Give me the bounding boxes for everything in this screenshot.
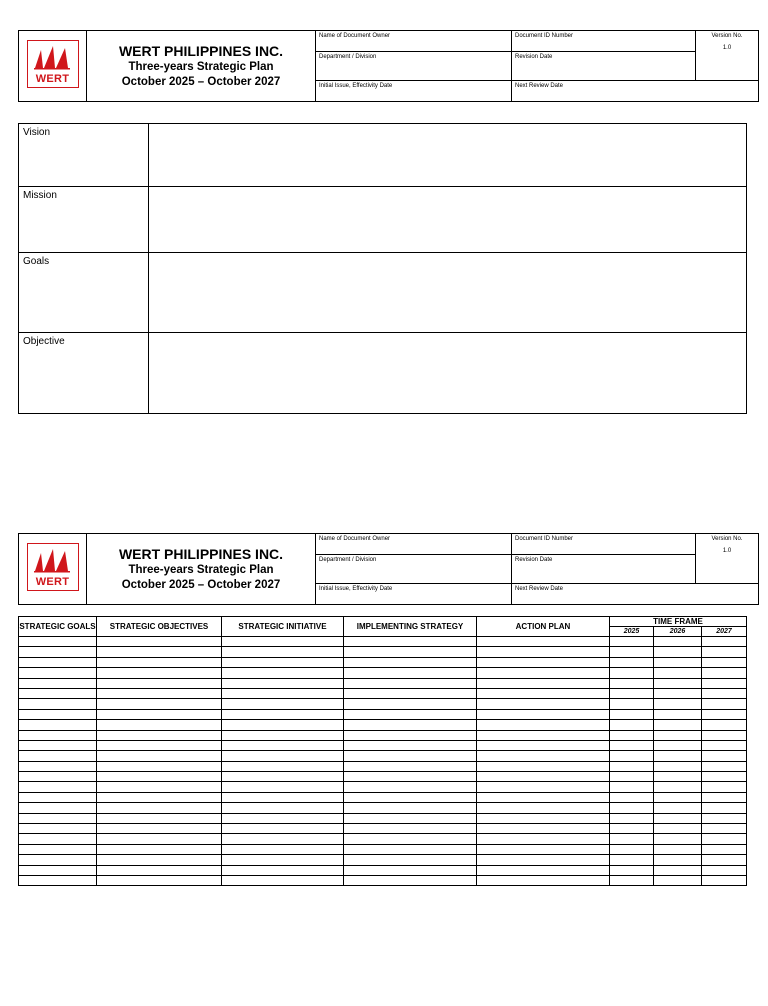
table-cell[interactable] xyxy=(344,668,477,678)
table-cell[interactable] xyxy=(477,730,610,740)
table-row xyxy=(19,740,747,750)
table-row xyxy=(19,772,747,782)
table-row xyxy=(19,824,747,834)
table-cell[interactable] xyxy=(222,751,344,761)
table-row xyxy=(19,720,747,730)
table-cell[interactable] xyxy=(222,730,344,740)
version-field[interactable] xyxy=(696,31,759,81)
table-cell[interactable] xyxy=(610,688,654,698)
table-cell[interactable] xyxy=(654,824,702,834)
title-cell xyxy=(87,31,316,102)
table-row xyxy=(19,647,747,657)
table-cell[interactable] xyxy=(702,740,747,750)
table-cell[interactable] xyxy=(19,637,97,647)
version-field[interactable] xyxy=(696,534,759,584)
table-cell[interactable] xyxy=(654,647,702,657)
table-cell[interactable] xyxy=(477,865,610,875)
table-cell[interactable] xyxy=(344,709,477,719)
vision-label: Vision xyxy=(19,124,149,187)
owner-field[interactable]: Name of Document Owner xyxy=(316,31,512,52)
col-year-2025: 2025 xyxy=(610,627,654,637)
table-cell[interactable] xyxy=(610,751,654,761)
table-cell[interactable] xyxy=(610,824,654,834)
table-cell[interactable] xyxy=(654,678,702,688)
table-cell[interactable] xyxy=(344,740,477,750)
document-header xyxy=(18,30,759,102)
table-cell[interactable] xyxy=(19,730,97,740)
table-cell[interactable] xyxy=(222,803,344,813)
table-cell[interactable] xyxy=(344,647,477,657)
department-field[interactable]: Department / Division xyxy=(316,51,512,80)
table-cell[interactable] xyxy=(702,824,747,834)
table-cell[interactable] xyxy=(19,803,97,813)
table-cell[interactable] xyxy=(97,688,222,698)
table-cell[interactable] xyxy=(19,844,97,854)
table-cell[interactable] xyxy=(97,782,222,792)
col-strategic-initiative: STRATEGIC INITIATIVE xyxy=(222,617,344,637)
table-cell[interactable] xyxy=(344,720,477,730)
table-cell[interactable] xyxy=(654,813,702,823)
table-cell[interactable] xyxy=(222,657,344,667)
table-cell[interactable] xyxy=(97,824,222,834)
table-cell[interactable] xyxy=(654,875,702,885)
table-cell[interactable] xyxy=(702,720,747,730)
table-cell[interactable] xyxy=(222,740,344,750)
table-cell[interactable] xyxy=(222,688,344,698)
table-cell[interactable] xyxy=(702,688,747,698)
version-label: Version No. xyxy=(711,33,743,39)
revision-date-field[interactable]: Revision Date xyxy=(512,51,696,80)
table-cell[interactable] xyxy=(702,875,747,885)
table-cell[interactable] xyxy=(344,792,477,802)
table-cell[interactable] xyxy=(222,834,344,844)
table-cell[interactable] xyxy=(702,709,747,719)
table-cell[interactable] xyxy=(654,657,702,667)
table-cell[interactable] xyxy=(222,709,344,719)
table-cell[interactable] xyxy=(477,740,610,750)
table-cell[interactable] xyxy=(654,709,702,719)
table-cell[interactable] xyxy=(97,709,222,719)
table-cell[interactable] xyxy=(610,865,654,875)
table-row xyxy=(19,844,747,854)
table-cell[interactable] xyxy=(610,699,654,709)
table-cell[interactable] xyxy=(19,792,97,802)
vision-value[interactable] xyxy=(149,124,747,187)
vmgo-table xyxy=(18,123,747,414)
table-cell[interactable] xyxy=(344,803,477,813)
table-cell[interactable] xyxy=(610,772,654,782)
table-cell[interactable] xyxy=(97,772,222,782)
table-cell[interactable] xyxy=(19,813,97,823)
table-cell[interactable] xyxy=(610,792,654,802)
table-cell[interactable] xyxy=(344,699,477,709)
table-cell[interactable] xyxy=(610,720,654,730)
table-cell[interactable] xyxy=(344,761,477,771)
table-cell[interactable] xyxy=(654,761,702,771)
plan-body xyxy=(19,637,747,886)
table-cell[interactable] xyxy=(19,709,97,719)
table-row xyxy=(19,751,747,761)
table-cell[interactable] xyxy=(477,637,610,647)
table-cell[interactable] xyxy=(19,720,97,730)
table-cell[interactable] xyxy=(477,761,610,771)
plan-subtitle: Three-years Strategic Plan xyxy=(128,564,274,576)
table-cell[interactable] xyxy=(477,772,610,782)
table-cell[interactable] xyxy=(97,751,222,761)
table-cell[interactable] xyxy=(97,657,222,667)
col-strategic-goals: STRATEGIC GOALS xyxy=(19,617,97,637)
goals-value[interactable] xyxy=(149,253,747,333)
table-cell[interactable] xyxy=(610,834,654,844)
table-cell[interactable] xyxy=(654,844,702,854)
table-cell[interactable] xyxy=(654,772,702,782)
table-cell[interactable] xyxy=(654,855,702,865)
table-row xyxy=(19,834,747,844)
table-cell[interactable] xyxy=(702,637,747,647)
table-cell[interactable] xyxy=(654,688,702,698)
mission-value[interactable] xyxy=(149,187,747,253)
table-cell[interactable] xyxy=(344,730,477,740)
table-cell[interactable] xyxy=(654,834,702,844)
table-cell[interactable] xyxy=(97,813,222,823)
table-cell[interactable] xyxy=(222,875,344,885)
table-cell[interactable] xyxy=(97,834,222,844)
table-row xyxy=(19,792,747,802)
table-cell[interactable] xyxy=(477,709,610,719)
objective-value[interactable] xyxy=(149,333,747,414)
version-value: 1.0 xyxy=(722,548,732,554)
table-cell[interactable] xyxy=(702,792,747,802)
table-cell[interactable] xyxy=(477,657,610,667)
table-cell[interactable] xyxy=(702,803,747,813)
goals-label: Goals xyxy=(19,253,149,333)
revision-date-field[interactable]: Revision Date xyxy=(512,554,696,583)
table-cell[interactable] xyxy=(19,855,97,865)
table-cell[interactable] xyxy=(222,668,344,678)
table-cell[interactable] xyxy=(97,844,222,854)
table-cell[interactable] xyxy=(654,792,702,802)
table-cell[interactable] xyxy=(344,637,477,647)
next-review-field[interactable]: Next Review Date xyxy=(512,81,759,102)
table-cell[interactable] xyxy=(654,668,702,678)
table-cell[interactable] xyxy=(477,803,610,813)
table-cell[interactable] xyxy=(19,740,97,750)
objective-label: Objective xyxy=(19,333,149,414)
table-cell[interactable] xyxy=(97,637,222,647)
table-cell[interactable] xyxy=(19,678,97,688)
table-cell[interactable] xyxy=(97,761,222,771)
table-cell[interactable] xyxy=(654,740,702,750)
logo-cell xyxy=(19,534,87,605)
col-action-plan: ACTION PLAN xyxy=(477,617,610,637)
table-cell[interactable] xyxy=(702,678,747,688)
table-row xyxy=(19,678,747,688)
table-cell[interactable] xyxy=(222,792,344,802)
table-cell[interactable] xyxy=(477,875,610,885)
table-cell[interactable] xyxy=(477,678,610,688)
table-cell[interactable] xyxy=(477,699,610,709)
table-cell[interactable] xyxy=(702,834,747,844)
table-cell[interactable] xyxy=(222,865,344,875)
strategic-plan-table xyxy=(18,616,747,886)
table-cell[interactable] xyxy=(477,668,610,678)
company-name: WERT PHILIPPINES INC. xyxy=(118,43,284,59)
table-cell[interactable] xyxy=(610,855,654,865)
table-row xyxy=(19,782,747,792)
logo-cell xyxy=(19,31,87,102)
plan-period: October 2025 – October 2027 xyxy=(121,579,281,591)
table-cell[interactable] xyxy=(610,668,654,678)
table-cell[interactable] xyxy=(702,699,747,709)
table-cell[interactable] xyxy=(654,730,702,740)
table-cell[interactable] xyxy=(610,637,654,647)
table-cell[interactable] xyxy=(610,647,654,657)
table-cell[interactable] xyxy=(654,803,702,813)
table-cell[interactable] xyxy=(477,720,610,730)
next-review-field[interactable]: Next Review Date xyxy=(512,584,759,605)
version-label: Version No. xyxy=(711,536,743,542)
table-cell[interactable] xyxy=(610,709,654,719)
col-time-frame: TIME FRAME xyxy=(610,617,747,627)
department-field[interactable]: Department / Division xyxy=(316,554,512,583)
table-cell[interactable] xyxy=(654,782,702,792)
table-cell[interactable] xyxy=(477,813,610,823)
table-cell[interactable] xyxy=(344,824,477,834)
table-cell[interactable] xyxy=(222,637,344,647)
table-cell[interactable] xyxy=(610,844,654,854)
wert-logo: WERT xyxy=(27,40,79,88)
table-row xyxy=(19,761,747,771)
table-cell[interactable] xyxy=(344,855,477,865)
table-cell[interactable] xyxy=(610,678,654,688)
table-cell[interactable] xyxy=(19,824,97,834)
table-row xyxy=(19,637,747,647)
table-cell[interactable] xyxy=(610,782,654,792)
table-cell[interactable] xyxy=(344,834,477,844)
table-cell[interactable] xyxy=(654,751,702,761)
table-cell[interactable] xyxy=(222,855,344,865)
table-cell[interactable] xyxy=(344,657,477,667)
table-cell[interactable] xyxy=(702,647,747,657)
col-year-2026: 2026 xyxy=(654,627,702,637)
table-cell[interactable] xyxy=(222,761,344,771)
mission-label: Mission xyxy=(19,187,149,253)
table-cell[interactable] xyxy=(702,751,747,761)
table-row xyxy=(19,657,747,667)
initial-issue-field[interactable]: Initial Issue, Effectivity Date xyxy=(316,81,512,102)
table-cell[interactable] xyxy=(97,678,222,688)
table-cell[interactable] xyxy=(19,751,97,761)
col-year-2027: 2027 xyxy=(702,627,747,637)
table-cell[interactable] xyxy=(344,678,477,688)
table-cell[interactable] xyxy=(477,647,610,657)
table-cell[interactable] xyxy=(344,782,477,792)
table-cell[interactable] xyxy=(702,865,747,875)
table-cell[interactable] xyxy=(222,678,344,688)
table-cell[interactable] xyxy=(610,813,654,823)
table-cell[interactable] xyxy=(477,834,610,844)
table-cell[interactable] xyxy=(344,751,477,761)
table-cell[interactable] xyxy=(610,657,654,667)
table-cell[interactable] xyxy=(222,844,344,854)
table-cell[interactable] xyxy=(702,782,747,792)
table-cell[interactable] xyxy=(19,657,97,667)
table-cell[interactable] xyxy=(19,772,97,782)
table-row xyxy=(19,709,747,719)
table-cell[interactable] xyxy=(702,813,747,823)
title-cell xyxy=(87,534,316,605)
table-cell[interactable] xyxy=(19,699,97,709)
table-cell[interactable] xyxy=(344,844,477,854)
table-cell[interactable] xyxy=(654,637,702,647)
table-cell[interactable] xyxy=(477,844,610,854)
table-cell[interactable] xyxy=(222,647,344,657)
table-row xyxy=(19,855,747,865)
table-cell[interactable] xyxy=(222,782,344,792)
owner-field[interactable]: Name of Document Owner xyxy=(316,534,512,555)
table-cell[interactable] xyxy=(477,688,610,698)
table-cell[interactable] xyxy=(344,688,477,698)
table-cell[interactable] xyxy=(97,875,222,885)
table-cell[interactable] xyxy=(610,803,654,813)
table-row xyxy=(19,668,747,678)
table-cell[interactable] xyxy=(344,875,477,885)
table-cell[interactable] xyxy=(702,761,747,771)
table-row xyxy=(19,803,747,813)
table-cell[interactable] xyxy=(477,782,610,792)
table-cell[interactable] xyxy=(477,824,610,834)
col-strategic-objectives: STRATEGIC OBJECTIVES xyxy=(97,617,222,637)
company-name: WERT PHILIPPINES INC. xyxy=(118,546,284,562)
table-cell[interactable] xyxy=(702,668,747,678)
table-cell[interactable] xyxy=(222,824,344,834)
table-row xyxy=(19,688,747,698)
table-cell[interactable] xyxy=(654,720,702,730)
table-cell[interactable] xyxy=(19,668,97,678)
table-cell[interactable] xyxy=(97,699,222,709)
table-cell[interactable] xyxy=(19,688,97,698)
table-cell[interactable] xyxy=(19,761,97,771)
table-row xyxy=(19,730,747,740)
table-cell[interactable] xyxy=(610,875,654,885)
table-row xyxy=(19,875,747,885)
table-cell[interactable] xyxy=(97,730,222,740)
table-cell[interactable] xyxy=(344,772,477,782)
table-cell[interactable] xyxy=(477,792,610,802)
table-cell[interactable] xyxy=(222,772,344,782)
table-cell[interactable] xyxy=(97,740,222,750)
table-cell[interactable] xyxy=(477,751,610,761)
table-cell[interactable] xyxy=(19,834,97,844)
table-cell[interactable] xyxy=(702,844,747,854)
table-cell[interactable] xyxy=(702,772,747,782)
table-cell[interactable] xyxy=(222,813,344,823)
table-cell[interactable] xyxy=(610,740,654,750)
doc-id-field[interactable]: Document ID Number xyxy=(512,534,696,555)
table-cell[interactable] xyxy=(702,657,747,667)
table-cell[interactable] xyxy=(19,647,97,657)
table-cell[interactable] xyxy=(344,813,477,823)
table-cell[interactable] xyxy=(477,855,610,865)
doc-id-field[interactable]: Document ID Number xyxy=(512,31,696,52)
table-cell[interactable] xyxy=(19,782,97,792)
table-cell[interactable] xyxy=(610,761,654,771)
table-cell[interactable] xyxy=(654,865,702,875)
table-row xyxy=(19,813,747,823)
initial-issue-field[interactable]: Initial Issue, Effectivity Date xyxy=(316,584,512,605)
table-row xyxy=(19,699,747,709)
table-cell[interactable] xyxy=(19,875,97,885)
table-cell[interactable] xyxy=(97,855,222,865)
table-cell[interactable] xyxy=(19,865,97,875)
plan-subtitle: Three-years Strategic Plan xyxy=(128,61,274,73)
table-cell[interactable] xyxy=(702,855,747,865)
table-row xyxy=(19,865,747,875)
table-cell[interactable] xyxy=(97,720,222,730)
table-cell[interactable] xyxy=(97,668,222,678)
table-cell[interactable] xyxy=(610,730,654,740)
table-cell[interactable] xyxy=(702,730,747,740)
version-value: 1.0 xyxy=(722,45,732,51)
table-cell[interactable] xyxy=(222,720,344,730)
table-cell[interactable] xyxy=(344,865,477,875)
plan-period: October 2025 – October 2027 xyxy=(121,76,281,88)
table-cell[interactable] xyxy=(97,803,222,813)
table-cell[interactable] xyxy=(654,699,702,709)
col-implementing-strategy: IMPLEMENTING STRATEGY xyxy=(344,617,477,637)
wert-logo: WERT xyxy=(27,543,79,591)
table-cell[interactable] xyxy=(222,699,344,709)
table-cell[interactable] xyxy=(97,865,222,875)
table-cell[interactable] xyxy=(97,792,222,802)
table-cell[interactable] xyxy=(97,647,222,657)
document-header-2 xyxy=(18,533,759,605)
